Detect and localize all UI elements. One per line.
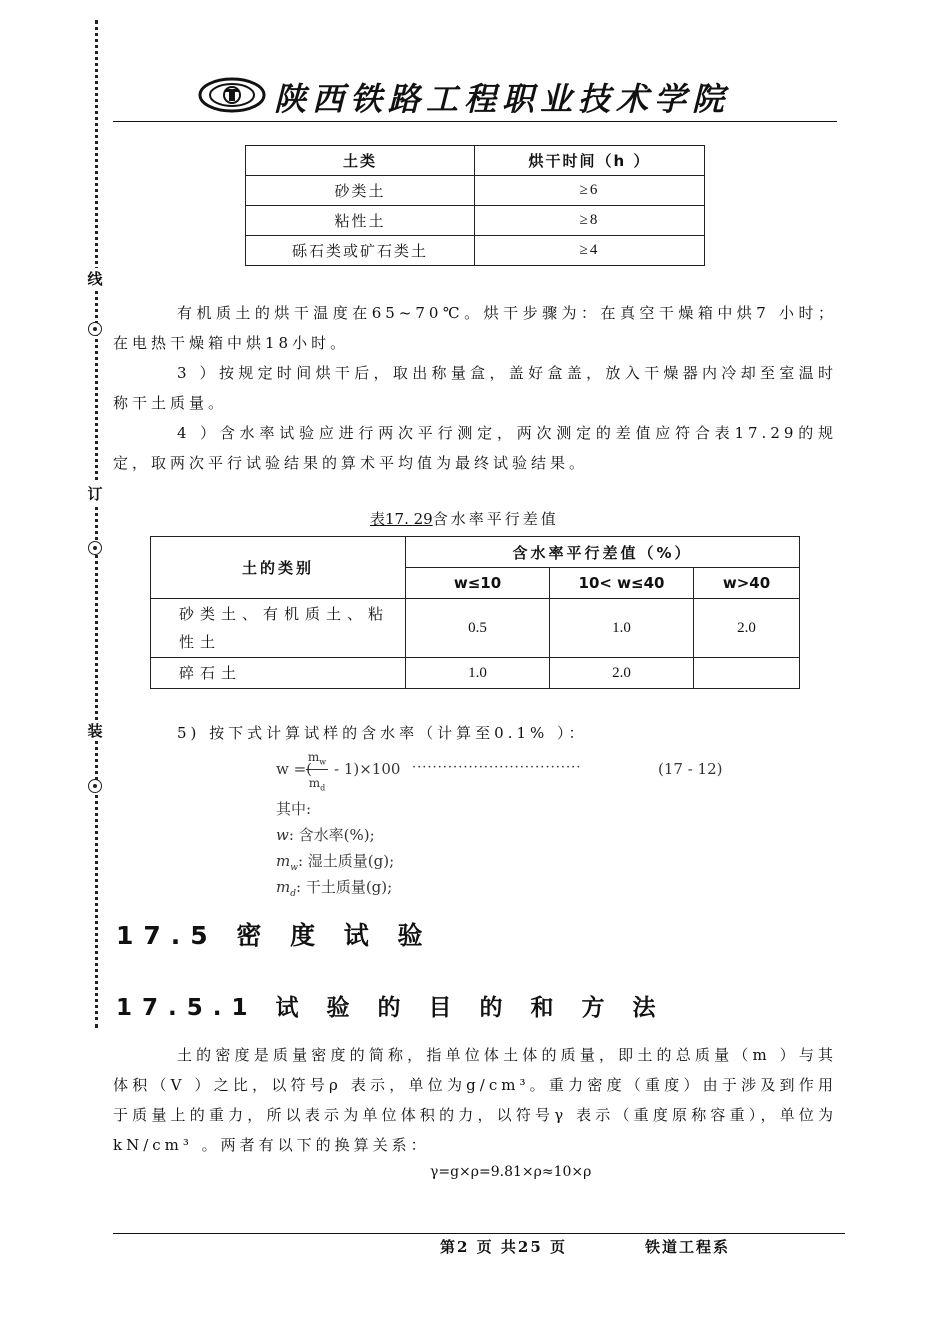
binding-char-ding: 订: [85, 483, 105, 504]
table-header-cell: 土的类别: [151, 537, 406, 599]
table-header-cell: 烘干时间（h ）: [475, 146, 705, 176]
table-header-row: [151, 537, 800, 568]
table-cell: ≥8: [475, 206, 705, 236]
table-cell: 1.0: [550, 599, 694, 658]
formula-def-md-text: : 干土质量(g);: [296, 878, 393, 896]
table-row: [151, 658, 800, 689]
formula-rhs: - 1)×100: [334, 760, 401, 778]
formula-equation-number: (17 - 12): [658, 760, 723, 778]
formula-def-w-symbol: w: [276, 826, 289, 844]
formula-intro: 5) 按下式计算试样的含水率（计算至0.1% ）：: [177, 724, 588, 742]
table-header-row: [246, 146, 705, 176]
table-header-cell: w≤10: [406, 568, 550, 599]
table-caption-label: 表17. 29: [370, 510, 433, 528]
paragraph-step-4: 4 ）含水率试验应进行两次平行测定，两次测定的差值应符合表17.29的规定，取两次平行试验结果的算术平均值为最终试验结果。: [113, 424, 837, 472]
formula-numerator: [306, 750, 328, 770]
table-header-cell: 含水率平行差值（%）: [406, 537, 800, 568]
table-row: [246, 236, 705, 266]
table-cell: 砂类土、有机质土、粘性土: [151, 599, 406, 658]
density-relation: γ=g×ρ=9.81×ρ≈10×ρ: [430, 1164, 592, 1180]
school-name: 陕西铁路工程职业技术学院: [274, 80, 731, 118]
table-row: [246, 176, 705, 206]
formula-def-mw-text: : 湿土质量(g);: [297, 852, 395, 870]
formula-def-md-subscript: d: [290, 889, 296, 899]
table-caption-text: 含水率平行差值: [432, 510, 559, 528]
header-rule: [113, 121, 837, 122]
formula-def-mw-symbol: m: [276, 852, 291, 870]
drying-time-table: [245, 145, 705, 266]
paragraph-organic-drying: 有机质土的烘干温度在65~70℃。烘干步骤为：在真空干燥箱中烘7 小时；在电热干燥箱中烘18小时。: [113, 304, 837, 352]
section-heading-17-5-1: 17.5.1 试 验 的 目 的 和 方 法: [116, 995, 666, 1021]
table-cell: 0.5: [406, 599, 550, 658]
table-cell: 砾石类或矿石类土: [246, 236, 475, 266]
formula-where: 其中:: [276, 800, 312, 818]
section-heading-17-5: 17.5 密 度 试 验: [116, 921, 433, 950]
binding-circle-icon: [88, 541, 102, 555]
paragraph-density: 土的密度是质量密度的简称，指单位体土体的质量，即土的总质量（m ）与其体积（V ）之比，以符号ρ 表示，单位为g/cm³。重力密度（重度）由于涉及到作用于质量上的重力，所以表示为单位体积的力，以符号γ 表示（重度原称容重），单位为kN/cm³ 。两者有以下的换算关系：: [113, 1046, 837, 1154]
table-cell: 2.0: [694, 599, 800, 658]
table-cell: 2.0: [550, 658, 694, 689]
formula-def-w: [276, 824, 375, 845]
binding-dotted-line: [95, 20, 98, 1028]
table-cell: ≥4: [475, 236, 705, 266]
paragraph-step-3: 3 ）按规定时间烘干后，取出称量盒，盖好盒盖，放入干燥器内冷却至室温时称干土质量。: [113, 364, 837, 412]
binding-circle-icon: [88, 322, 102, 336]
formula-numerator-subscript: w: [319, 757, 327, 767]
binding-circle-icon: [88, 779, 102, 793]
formula-def-mw-subscript: w: [290, 863, 298, 873]
footer-page-info: 第2 页 共25 页: [440, 1238, 567, 1256]
table-cell: 砂类土: [246, 176, 475, 206]
table-cell: 粘性土: [246, 206, 475, 236]
table-caption: [370, 508, 559, 529]
table-row: [246, 206, 705, 236]
table-cell: ≥6: [475, 176, 705, 206]
formula-def-md-symbol: m: [276, 878, 291, 896]
table-header-cell: 10< w≤40: [550, 568, 694, 599]
binding-char-xian: 线: [85, 268, 105, 289]
table-cell: 1.0: [406, 658, 550, 689]
table-header-cell: 土类: [246, 146, 475, 176]
formula-lhs: w =(: [276, 760, 313, 778]
formula-denominator: [306, 776, 328, 795]
school-logo-icon: [198, 76, 266, 114]
formula-numerator-symbol: m: [307, 750, 320, 764]
footer-department: 铁道工程系: [645, 1238, 731, 1256]
formula-def-mw: [276, 850, 394, 873]
footer-rule: [113, 1233, 845, 1234]
formula-def-w-text: : 含水率(%);: [288, 826, 375, 844]
table-row: [151, 599, 800, 658]
table-cell: 碎石土: [151, 658, 406, 689]
formula-def-md: [276, 876, 392, 899]
table-header-cell: w>40: [694, 568, 800, 599]
formula-leader: ·································: [412, 760, 582, 775]
table-cell: [694, 658, 800, 689]
formula-denominator-subscript: d: [320, 783, 326, 793]
moisture-difference-table: [150, 536, 800, 689]
formula-denominator-symbol: m: [308, 776, 321, 790]
binding-char-zhuang: 装: [85, 720, 105, 741]
